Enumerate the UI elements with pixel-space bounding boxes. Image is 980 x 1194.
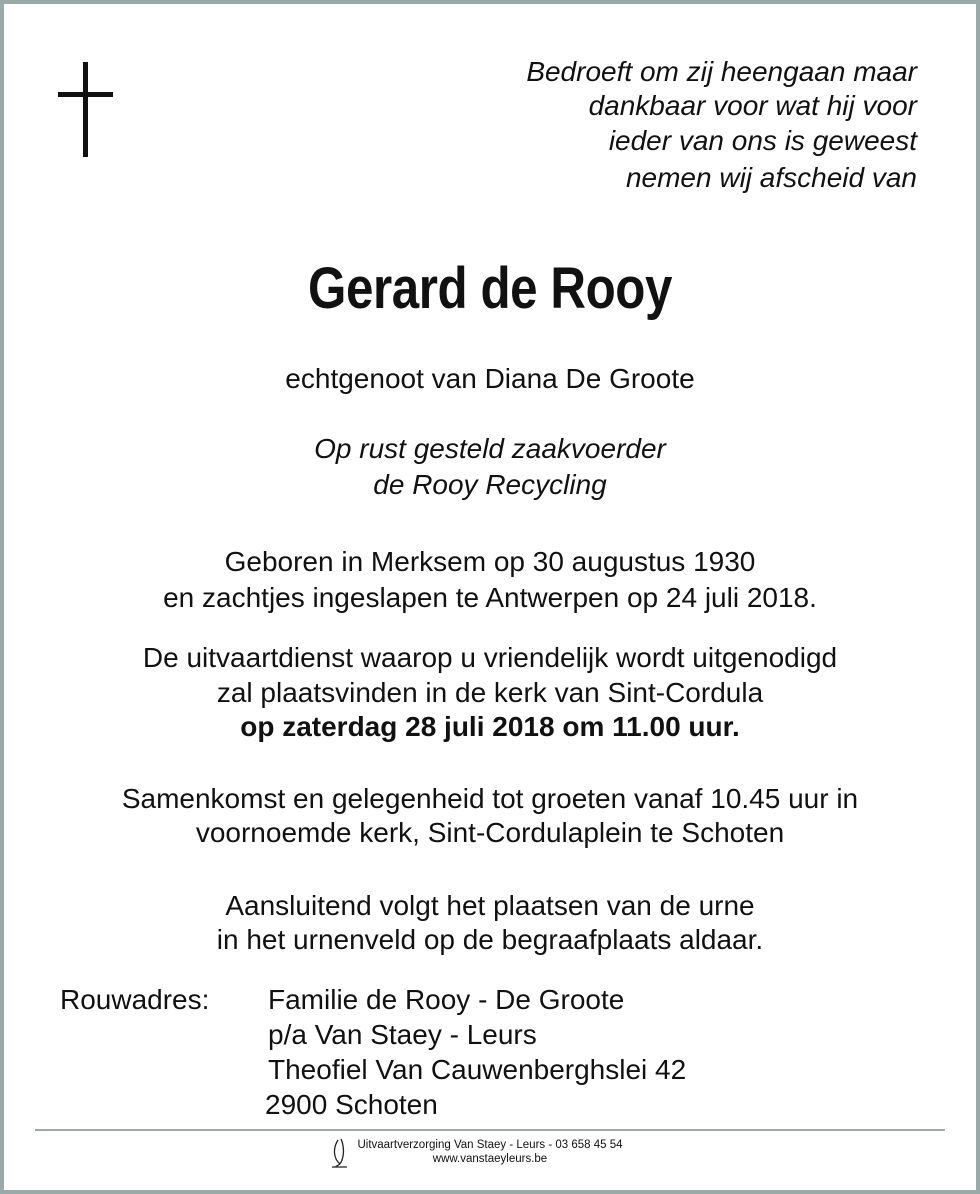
service-date: op zaterdag 28 juli 2018 om 11.00 uur. bbox=[240, 711, 740, 742]
occupation-line: Op rust gesteld zaakvoerder bbox=[314, 433, 666, 464]
deceased-name: Gerard de Rooy bbox=[308, 256, 672, 321]
gathering-line: Samenkomst en gelegenheid tot groeten vanaf 10.45 uur in bbox=[121, 783, 859, 814]
footer-website[interactable]: www.vanstaeyleurs.be bbox=[432, 1153, 548, 1165]
address-label: Rouwadres: bbox=[60, 984, 210, 1015]
divider bbox=[35, 1129, 945, 1131]
intro-line: Bedroeft om zij heengaan maar bbox=[526, 56, 917, 87]
service-line: zal plaatsvinden in de kerk van Sint-Cordula bbox=[216, 677, 764, 708]
spouse-line: echtgenoot van Diana De Groote bbox=[285, 363, 695, 394]
address-line: p/a Van Staey - Leurs bbox=[268, 1019, 537, 1050]
address-line: 2900 Schoten bbox=[265, 1089, 438, 1120]
intro-line: dankbaar voor wat hij voor bbox=[588, 90, 917, 121]
birth-line: Geboren in Merksem op 30 augustus 1930 bbox=[224, 546, 756, 577]
address-line: Theofiel Van Cauwenberghslei 42 bbox=[268, 1054, 687, 1085]
gathering-line: voornoemde kerk, Sint-Cordulaplein te Schoten bbox=[195, 817, 785, 848]
intro-line: ieder van ons is geweest bbox=[608, 125, 917, 156]
address-line: Familie de Rooy - De Groote bbox=[268, 984, 625, 1015]
footer-company: Uitvaartverzorging Van Staey - Leurs - 03 658 45 54 bbox=[357, 1139, 623, 1151]
occupation-line: de Rooy Recycling bbox=[373, 469, 607, 500]
service-line: De uitvaartdienst waarop u vriendelijk wordt uitgenodigd bbox=[142, 642, 838, 673]
burial-line: Aansluitend volgt het plaatsen van de urne bbox=[225, 890, 755, 921]
intro-line: nemen wij afscheid van bbox=[625, 162, 917, 193]
burial-line: in het urnenveld op de begraafplaats aldaar. bbox=[216, 924, 764, 955]
death-line: en zachtjes ingeslapen te Antwerpen op 24 juli 2018. bbox=[163, 582, 817, 613]
